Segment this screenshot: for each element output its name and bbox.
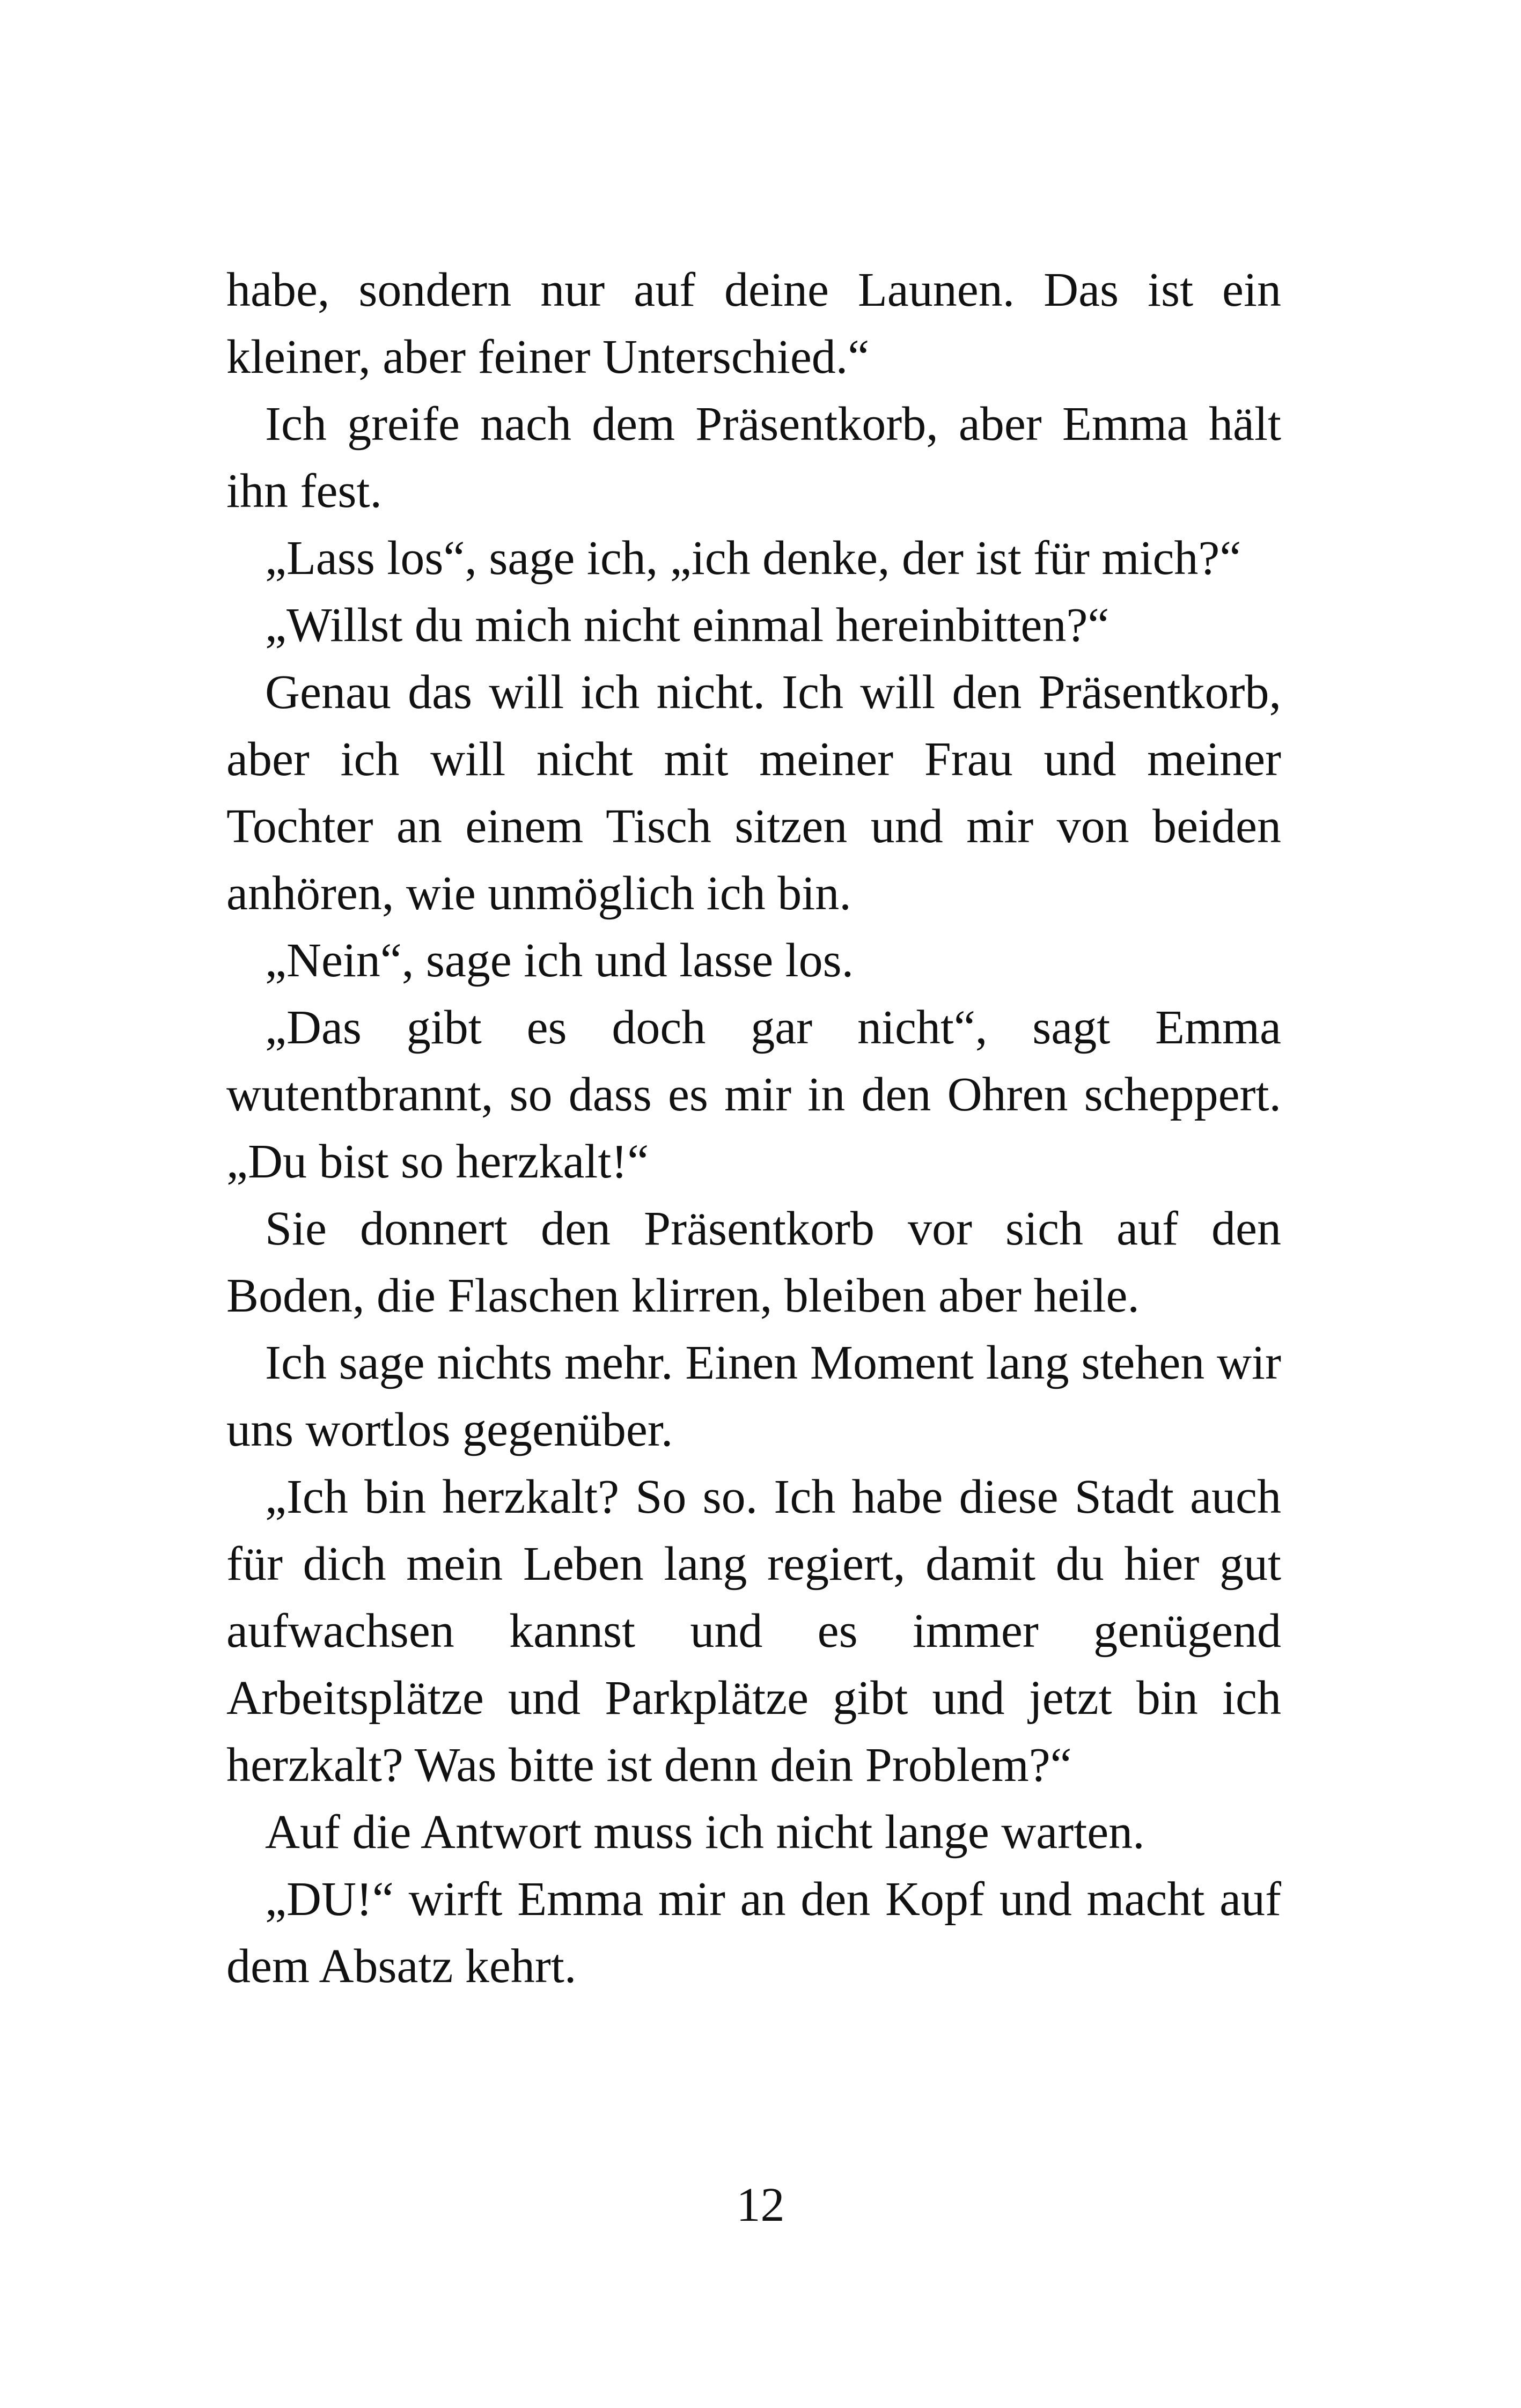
paragraph-11: Auf die Antwort muss ich nicht lange warten.	[265, 1806, 1145, 1859]
paragraph-8: Sie donnert den Präsentkorb vor sich auf den Boden, die Flaschen klirren, bleiben aber heile.	[226, 1202, 1281, 1322]
paragraph-4: „Willst du mich nicht einmal hereinbitten?“	[265, 599, 1109, 652]
paragraph-12: „DU!“ wirft Emma mir an den Kopf und macht auf dem Absatz kehrt.	[226, 1873, 1281, 1993]
paragraph-3: „Lass los“, sage ich, „ich denke, der ist für mich?“	[265, 532, 1241, 585]
body-text	[226, 256, 1281, 2000]
paragraph-7: „Das gibt es doch gar nicht“, sagt Emma wutentbrannt, so dass es mir in den Ohren scheppert. „Du bist so herzkalt!“	[226, 1001, 1281, 1188]
paragraph-1: habe, sondern nur auf deine Launen. Das ist ein kleiner, aber feiner Unterschied.“	[226, 263, 1281, 384]
paragraph-9: Ich sage nichts mehr. Einen Moment lang stehen wir uns wortlos gegenüber.	[226, 1336, 1281, 1456]
paragraph-2: Ich greife nach dem Präsentkorb, aber Emma hält ihn fest.	[226, 397, 1281, 518]
paragraph-10: „Ich bin herzkalt? So so. Ich habe diese Stadt auch für dich mein Leben lang regiert, damit du hier gut aufwachsen kannst und es immer genügend Arbeitsplätze und Parkplätze gibt und jetzt bin ich herzkalt? Was bitte ist denn dein Problem?“	[226, 1470, 1281, 1792]
page-number: 12	[736, 2178, 785, 2232]
paragraph-6: „Nein“, sage ich und lasse los.	[265, 934, 854, 987]
paragraph-5: Genau das will ich nicht. Ich will den Präsentkorb, aber ich will nicht mit meiner Frau und meiner Tochter an einem Tisch sitzen und mir von beiden anhören, wie unmöglich ich bin.	[226, 666, 1281, 920]
